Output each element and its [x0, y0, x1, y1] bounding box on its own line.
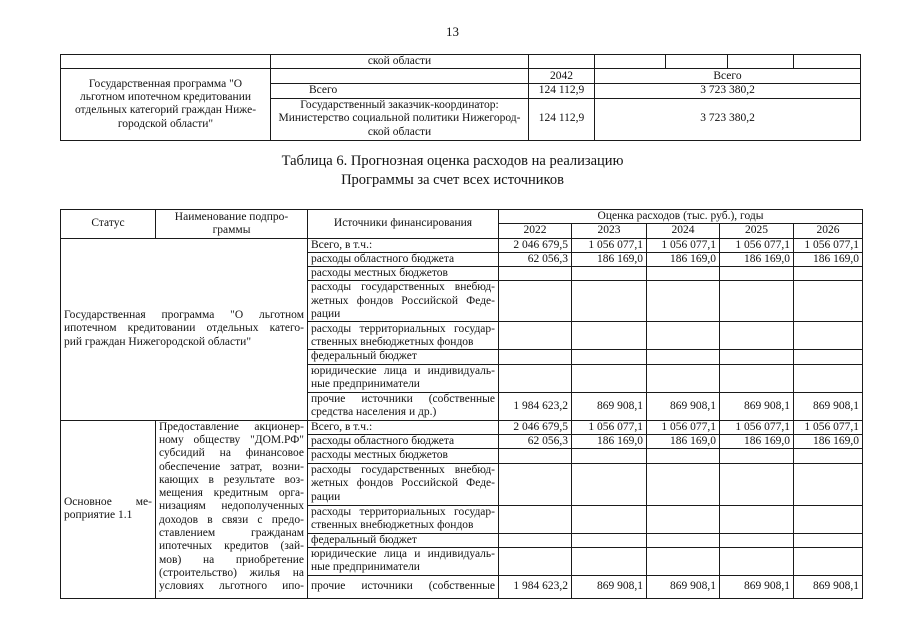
expense-value-cell	[794, 505, 863, 533]
text-line: Таблица 6. Прогнозная оценка расходов на реализацию	[281, 153, 624, 169]
text-line: юридические лица и индивидуаль-	[311, 548, 495, 561]
funding-source-cell: Всего, в т.ч.:	[308, 420, 499, 434]
expense-value-cell	[647, 463, 720, 505]
text-line: прочие источники (собственные	[311, 392, 495, 405]
total-value-cell: 3 723 380,2	[595, 98, 861, 140]
expense-value-cell: 869 908,1	[720, 392, 794, 420]
text-line: прочие источники (собственные	[311, 580, 495, 593]
program-name-cell	[61, 69, 271, 140]
expense-value-cell: 869 908,1	[794, 392, 863, 420]
year-value-cell: 124 112,9	[529, 98, 595, 140]
funding-source-cell	[308, 575, 499, 598]
expense-value-cell	[647, 281, 720, 322]
text-line: мов) на приобретение	[159, 553, 304, 566]
expense-value-cell	[499, 449, 572, 463]
text-line: ственных внебюджетных фондов	[311, 335, 474, 348]
text-line: доходов в связи с предо-	[159, 513, 304, 526]
funding-source-cell: федеральный бюджет	[308, 350, 499, 364]
table-row	[61, 238, 863, 252]
table-caption	[0, 152, 905, 190]
expense-value-cell: 186 169,0	[647, 434, 720, 448]
text-line: Государственная программа "О льготном	[64, 309, 304, 322]
text-line: ные предприниматели	[311, 378, 420, 391]
table-row	[61, 69, 861, 84]
expense-value-cell	[794, 533, 863, 547]
header-expense-estimate: Оценка расходов (тыс. руб.), годы	[499, 210, 863, 224]
year-value-cell: 124 112,9	[529, 84, 595, 98]
expense-value-cell	[794, 449, 863, 463]
table-body	[61, 238, 863, 598]
table-row	[61, 55, 861, 69]
expense-value-cell	[647, 350, 720, 364]
expense-value-cell: 186 169,0	[794, 434, 863, 448]
funding-source-cell	[308, 463, 499, 505]
text-line: обеспечение затрат, возни-	[159, 460, 304, 473]
expense-value-cell	[499, 505, 572, 533]
expense-value-cell: 869 908,1	[647, 392, 720, 420]
funding-source-cell: федеральный бюджет	[308, 533, 499, 547]
text-line: граммы	[212, 223, 251, 236]
expense-value-cell	[794, 463, 863, 505]
text-line: субсидий на финансовое	[159, 447, 304, 460]
funding-source-cell	[308, 547, 499, 575]
header-year: 2025	[720, 224, 794, 238]
header-year: 2023	[572, 224, 647, 238]
text-line: расходы государственных внебюд-	[311, 281, 495, 294]
expense-value-cell	[720, 449, 794, 463]
expense-value-cell	[647, 547, 720, 575]
text-line: ственных внебюджетных фондов	[311, 519, 474, 532]
expense-value-cell	[720, 322, 794, 350]
funding-source-cell	[308, 392, 499, 420]
text-line: Предоставление акционер-	[159, 420, 304, 433]
header-status: Статус	[61, 210, 156, 239]
expense-value-cell	[647, 364, 720, 392]
measure-name-cell	[156, 420, 308, 598]
empty-cell	[794, 55, 861, 69]
table-row	[61, 420, 863, 434]
expense-value-cell: 1 984 623,2	[499, 392, 572, 420]
text-line: ставлением гражданам	[159, 527, 304, 540]
empty-cell	[529, 55, 595, 69]
text-line: Наименование подпро-	[174, 210, 289, 223]
header-funding-sources: Источники финансирования	[308, 210, 499, 239]
expense-value-cell	[499, 281, 572, 322]
expense-value-cell	[499, 350, 572, 364]
expense-value-cell	[572, 364, 647, 392]
funding-source-cell	[308, 322, 499, 350]
expense-value-cell: 186 169,0	[720, 252, 794, 266]
funding-source-cell	[308, 505, 499, 533]
expense-value-cell	[794, 267, 863, 281]
text-line: расходы территориальных государ-	[311, 505, 495, 518]
header-row	[61, 210, 863, 224]
text-line: низациям недополученных	[159, 500, 304, 513]
empty-cell	[595, 55, 666, 69]
expense-value-cell: 869 908,1	[794, 575, 863, 598]
expense-value-cell	[499, 267, 572, 281]
empty-cell	[728, 55, 794, 69]
text-line: кающих в результате воз-	[159, 473, 304, 486]
text-line: Министерство социальной политики Нижегород-	[278, 112, 521, 125]
text-line: Государственная программа "О	[88, 77, 243, 90]
expense-value-cell	[720, 505, 794, 533]
funding-source-cell	[308, 364, 499, 392]
expense-value-cell: 62 056,3	[499, 252, 572, 266]
text-line: условиях льготного ипо-	[159, 580, 304, 593]
customer-label-cell	[271, 98, 529, 140]
expense-value-cell	[499, 533, 572, 547]
funding-source-cell	[308, 281, 499, 322]
expense-value-cell: 869 908,1	[647, 575, 720, 598]
empty-cell	[271, 69, 529, 84]
text-line: Государственный заказчик-координатор:	[300, 99, 499, 112]
expense-value-cell	[572, 547, 647, 575]
expense-value-cell	[572, 505, 647, 533]
text-line: расходы территориальных государ-	[311, 322, 495, 335]
expense-value-cell: 186 169,0	[647, 252, 720, 266]
text-line: ской области	[367, 125, 432, 138]
expense-value-cell	[499, 322, 572, 350]
expense-forecast-table	[60, 209, 863, 599]
expense-value-cell	[647, 322, 720, 350]
expense-value-cell: 1 984 623,2	[499, 575, 572, 598]
expense-value-cell: 1 056 077,1	[794, 420, 863, 434]
expense-value-cell	[794, 364, 863, 392]
funding-source-cell: расходы областного бюджета	[308, 434, 499, 448]
funding-source-cell: расходы местных бюджетов	[308, 449, 499, 463]
expense-value-cell: 62 056,3	[499, 434, 572, 448]
expense-value-cell	[647, 267, 720, 281]
expense-value-cell: 1 056 077,1	[647, 420, 720, 434]
expense-value-cell	[499, 463, 572, 505]
expense-value-cell	[720, 350, 794, 364]
year-header-cell: 2042	[529, 69, 595, 84]
expense-value-cell	[647, 505, 720, 533]
measure-status-cell	[61, 420, 156, 598]
expense-value-cell	[499, 364, 572, 392]
previous-page-table	[60, 54, 861, 141]
text-line: ные предприниматели	[311, 561, 420, 574]
expense-value-cell: 186 169,0	[720, 434, 794, 448]
expense-value-cell	[720, 281, 794, 322]
text-line: ипотечном кредитовании отдельных катего-	[64, 322, 304, 335]
expense-value-cell	[572, 463, 647, 505]
expense-value-cell: 1 056 077,1	[647, 238, 720, 252]
total-label-cell: Всего	[271, 84, 529, 98]
expense-value-cell	[794, 350, 863, 364]
expense-value-cell: 2 046 679,5	[499, 420, 572, 434]
text-line: городской области"	[117, 117, 214, 130]
program-status-cell	[61, 238, 308, 420]
expense-value-cell	[720, 547, 794, 575]
expense-value-cell	[572, 533, 647, 547]
text-line: Основное ме-	[64, 495, 152, 508]
expense-value-cell: 186 169,0	[572, 434, 647, 448]
text-line: юридические лица и индивидуаль-	[311, 364, 495, 377]
expense-value-cell	[720, 267, 794, 281]
expense-value-cell	[794, 322, 863, 350]
text-line: средства населения и др.)	[311, 406, 437, 419]
text-line: отдельных категорий граждан Ниже-	[74, 104, 257, 117]
expense-value-cell: 1 056 077,1	[572, 420, 647, 434]
expense-value-cell: 2 046 679,5	[499, 238, 572, 252]
expense-value-cell	[499, 547, 572, 575]
total-value-cell: 3 723 380,2	[595, 84, 861, 98]
expense-value-cell: 1 056 077,1	[720, 420, 794, 434]
funding-source-cell: расходы областного бюджета	[308, 252, 499, 266]
expense-value-cell	[572, 322, 647, 350]
expense-value-cell	[572, 350, 647, 364]
header-year: 2026	[794, 224, 863, 238]
text-line: жетных фондов Российской Феде-	[311, 477, 495, 490]
header-subprogram-name	[156, 210, 308, 239]
expense-value-cell	[720, 463, 794, 505]
expense-value-cell	[572, 449, 647, 463]
text-line: жетных фондов Российской Феде-	[311, 294, 495, 307]
text-line: роприятие 1.1	[64, 509, 133, 522]
text-line: рации	[311, 490, 341, 503]
text-line: рий граждан Нижегородской области"	[64, 335, 252, 348]
text-line: ному обществу "ДОМ.РФ"	[159, 433, 304, 446]
text-line: Программы за счет всех источников	[341, 172, 564, 188]
expense-value-cell: 1 056 077,1	[794, 238, 863, 252]
text-line: мещения кредитным орга-	[159, 487, 304, 500]
text-line: льготном ипотечном кредитовании	[79, 91, 251, 104]
header-year: 2022	[499, 224, 572, 238]
header-year: 2024	[647, 224, 720, 238]
total-header-cell: Всего	[595, 69, 861, 84]
expense-value-cell	[647, 449, 720, 463]
expense-value-cell: 869 908,1	[720, 575, 794, 598]
text-line: ипотечных кредитов (зай-	[159, 540, 304, 553]
expense-value-cell	[794, 281, 863, 322]
expense-value-cell	[720, 533, 794, 547]
expense-value-cell: 1 056 077,1	[572, 238, 647, 252]
continued-text-cell: ской области	[271, 55, 529, 69]
text-line: расходы государственных внебюд-	[311, 464, 495, 477]
expense-value-cell	[572, 281, 647, 322]
expense-value-cell: 186 169,0	[794, 252, 863, 266]
expense-value-cell: 186 169,0	[572, 252, 647, 266]
expense-value-cell	[647, 533, 720, 547]
page-number: 13	[446, 24, 459, 39]
expense-value-cell: 869 908,1	[572, 392, 647, 420]
expense-value-cell	[720, 364, 794, 392]
expense-value-cell: 1 056 077,1	[720, 238, 794, 252]
expense-value-cell: 869 908,1	[572, 575, 647, 598]
funding-source-cell: расходы местных бюджетов	[308, 267, 499, 281]
empty-cell	[61, 55, 271, 69]
text-line: рации	[311, 308, 341, 321]
expense-value-cell	[572, 267, 647, 281]
empty-cell	[666, 55, 728, 69]
text-line: (строительство) жилья на	[159, 566, 304, 579]
funding-source-cell: Всего, в т.ч.:	[308, 238, 499, 252]
expense-value-cell	[794, 547, 863, 575]
